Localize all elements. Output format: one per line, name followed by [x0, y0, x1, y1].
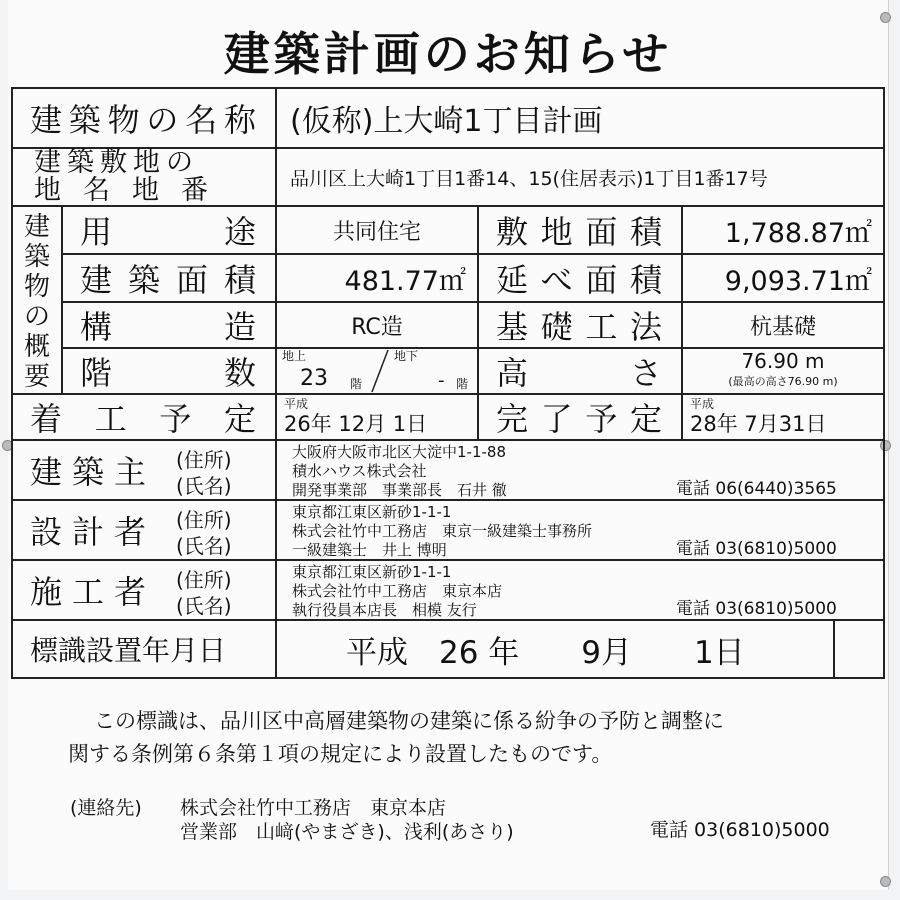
designer-details: 東京都江東区新砂1-1-1 株式会社竹中工務店 東京一級建築士事務所 一級建築士 井上 博明: [292, 503, 593, 559]
owner-details: 大阪府大阪市北区大淀中1-1-88 積水ハウス株式会社 開発事業部 事業部長 石井 徹: [292, 443, 507, 499]
floors-below-label: 地下: [394, 348, 419, 363]
posted-date: 平成 26 年 9月 1日: [346, 634, 745, 671]
designer-label: 設計者: [30, 513, 157, 551]
owner-sub2: (氏名): [176, 473, 232, 498]
posted-label: 標識設置年月日: [30, 634, 227, 667]
contact-line1: 株式会社竹中工務店 東京本店: [180, 797, 447, 819]
foundation-value: 杭基礎: [749, 314, 816, 340]
designer-phone: 電話 03(6810)5000: [676, 539, 837, 559]
start-label: 着 工 予 定: [30, 400, 256, 438]
notice-text: この標識は、品川区中高層建築物の建築に係る紛争の予防と調整に 関する条例第６条第１項の規定により設置したものです。: [68, 709, 724, 766]
height-value: 76.90 m: [741, 349, 825, 373]
building-area-value: 481.77㎡: [344, 265, 466, 297]
overview-label: 建 築 物 の 概 要: [23, 212, 50, 392]
start-date: 26年 12月 1日: [284, 412, 428, 436]
use-label: 用 途: [80, 213, 256, 251]
floor-area-label: 延 べ 面 積: [496, 261, 662, 299]
builder-phone: 電話 03(6810)5000: [676, 599, 837, 619]
finish-era: 平成: [690, 396, 715, 411]
floors-above-value: 23: [300, 365, 328, 391]
floors-below-value: -: [438, 369, 445, 391]
floors-above-unit: 階: [350, 376, 363, 391]
start-era: 平成: [284, 396, 309, 411]
designer-sub2: (氏名): [176, 533, 232, 558]
finish-label: 完 了 予 定: [496, 400, 662, 438]
site-address: 品川区上大崎1丁目1番14、15(住居表示)1丁目1番17号: [290, 167, 768, 190]
owner-sub1: (住所): [176, 447, 232, 472]
designer-sub1: (住所): [176, 507, 232, 532]
builder-sub1: (住所): [176, 567, 232, 592]
site-area-value: 1,788.87㎡: [724, 217, 872, 249]
builder-sub2: (氏名): [176, 593, 232, 618]
name-label: 建 築 物 の 名 称: [30, 101, 256, 139]
builder-details: 東京都江東区新砂1-1-1 株式会社竹中工務店 東京本店 執行役員本店長 相模 友行: [292, 563, 503, 619]
sign-title: 建築計画のお知らせ: [223, 27, 673, 81]
use-value: 共同住宅: [332, 219, 421, 245]
floors-label: 階 数: [80, 354, 256, 392]
owner-label: 建築主: [30, 453, 157, 491]
height-note: (最高の高さ76.90 m): [728, 375, 838, 388]
builder-label: 施工者: [30, 573, 157, 611]
floor-area-value: 9,093.71㎡: [724, 265, 872, 297]
floors-above-label: 地上: [282, 348, 307, 363]
owner-phone: 電話 06(6440)3565: [676, 479, 837, 499]
foundation-label: 基 礎 工 法: [496, 308, 662, 346]
contact-phone: 電話 03(6810)5000: [650, 819, 830, 841]
structure-value: RC造: [351, 314, 403, 340]
building-area-label: 建 築 面 積: [80, 261, 256, 299]
contact-line2: 営業部 山﨑(やまざき)、浅利(あさり): [180, 821, 514, 843]
height-label: 高 さ: [496, 354, 662, 392]
site-area-label: 敷 地 面 積: [496, 213, 662, 251]
structure-label: 構 造: [80, 308, 256, 346]
contact-label: (連絡先): [70, 797, 142, 819]
site-label: 建築敷地の 地名地番: [34, 147, 230, 206]
building-name: (仮称)上大崎1丁目計画: [290, 104, 603, 139]
finish-date: 28年 7月31日: [690, 412, 827, 436]
floors-below-unit: 階: [456, 376, 469, 391]
